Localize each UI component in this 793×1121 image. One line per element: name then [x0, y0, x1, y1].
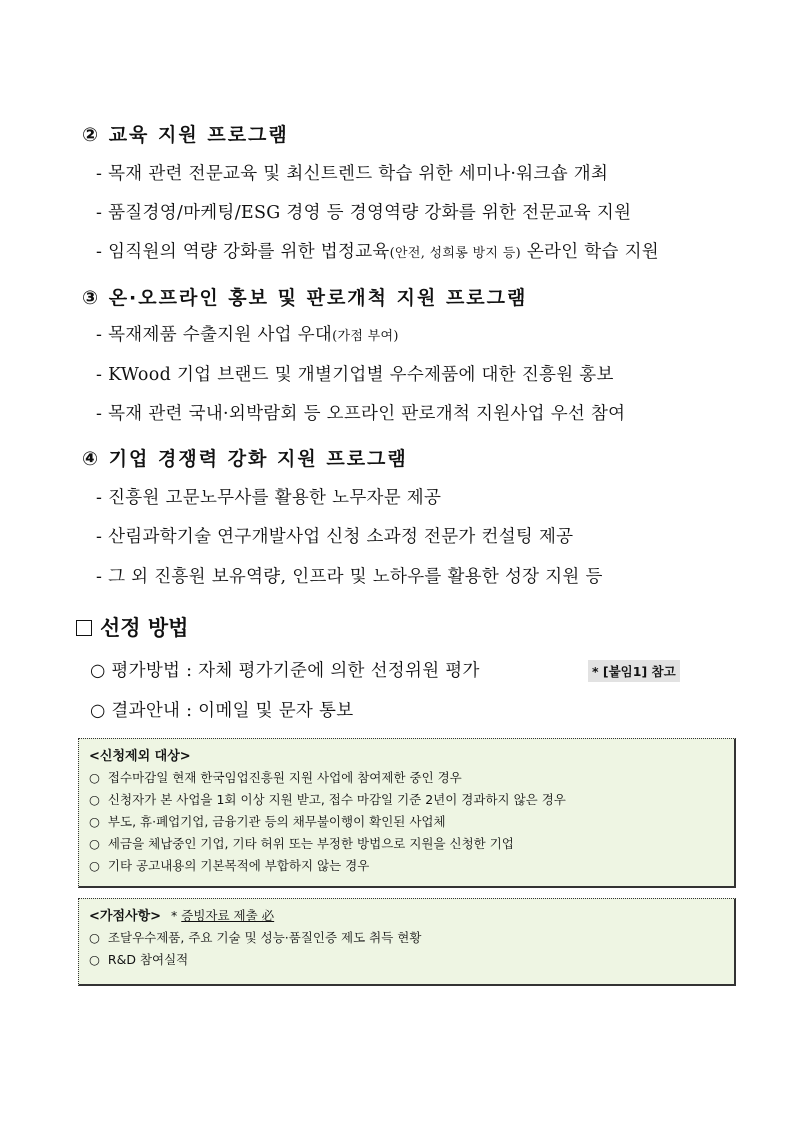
program-2-item-1: - 목재 관련 전문교육 및 최신트렌드 학습 위한 세미나·워크숍 개최	[96, 164, 609, 184]
program-3-item-1-note: (가점 부여)	[332, 329, 399, 344]
bonus-box	[78, 898, 736, 986]
attachment-reference-tag: * [붙임1] 참고	[588, 660, 680, 682]
bonus-line	[89, 949, 724, 971]
exclusion-line-text: 신청자가 본 사업을 1회 이상 지원 받고, 접수 마감일 기준 2년이 경과하지 않은 경우	[107, 792, 566, 807]
bonus-line-text: 조달우수제품, 주요 기술 및 성능·품질인증 제도 취득 현황	[107, 930, 422, 945]
circle-bullet-icon: ○	[89, 792, 100, 807]
program-2-title: ② 교육 지원 프로그램	[82, 124, 289, 146]
section-heading	[76, 612, 188, 642]
bonus-box-title: <가점사항>	[89, 909, 162, 924]
exclusion-line-text: 접수마감일 현재 한국임업진흥원 지원 사업에 참여제한 중인 경우	[107, 770, 462, 785]
bonus-note-text: 증빙자료 제출 必	[181, 908, 275, 923]
exclusion-line	[89, 811, 724, 833]
circle-bullet-icon: ○	[89, 836, 100, 851]
program-2-item-2: - 품질경영/마케팅/ESG 경영 등 경영역량 강화를 위한 전문교육 지원	[96, 203, 632, 223]
exclusion-line-text: 부도, 휴·폐업기업, 금융기관 등의 채무불이행이 확인된 사업체	[107, 814, 446, 829]
checkbox-square-icon	[76, 620, 92, 636]
exclusion-line	[89, 855, 724, 877]
bonus-box-note	[171, 908, 274, 923]
circle-bullet-icon: ○	[89, 770, 100, 785]
circle-bullet-icon: ○	[89, 930, 100, 945]
bonus-note-prefix: *	[171, 908, 182, 923]
program-4-item-2: - 산림과학기술 연구개발사업 신청 소과정 전문가 컨설팅 제공	[96, 527, 574, 547]
program-4-item-3: - 그 외 진흥원 보유역량, 인프라 및 노하우를 활용한 성장 지원 등	[96, 567, 603, 587]
exclusion-line	[89, 789, 724, 811]
bonus-line-text: R&D 참여실적	[107, 952, 189, 967]
program-3-item-1-text: - 목재제품 수출지원 사업 우대	[96, 325, 333, 345]
exclusion-line	[89, 767, 724, 789]
exclusion-line-text: 세금을 체납중인 기업, 기타 허위 또는 부정한 방법으로 지원을 신청한 기업	[107, 836, 514, 851]
exclusion-box-title: <신청제외 대상>	[89, 749, 191, 764]
circle-bullet-icon: ○	[89, 814, 100, 829]
bonus-line	[89, 927, 724, 949]
program-3-item-1	[96, 321, 399, 346]
program-3-item-2: - KWood 기업 브랜드 및 개별기업별 우수제품에 대한 진흥원 홍보	[96, 365, 614, 385]
program-2-item-3-text: - 임직원의 역량 강화를 위한 법정교육	[96, 242, 390, 262]
program-3-item-3: - 목재 관련 국내·외박람회 등 오프라인 판로개척 지원사업 우선 참여	[96, 404, 626, 424]
method-evaluation: ○ 평가방법 : 자체 평가기준에 의한 선정위원 평가	[90, 661, 480, 681]
program-3-title: ③ 온·오프라인 홍보 및 판로개척 지원 프로그램	[82, 287, 528, 309]
circle-bullet-icon: ○	[89, 858, 100, 873]
exclusion-box	[78, 738, 736, 888]
program-4-item-1: - 진흥원 고문노무사를 활용한 노무자문 제공	[96, 488, 442, 508]
program-4-title: ④ 기업 경쟁력 강화 지원 프로그램	[82, 448, 408, 470]
exclusion-line	[89, 833, 724, 855]
program-2-item-3-note: (안전, 성희롱 방지 등)	[389, 246, 521, 261]
method-result-notice: ○ 결과안내 : 이메일 및 문자 통보	[90, 701, 354, 721]
exclusion-line-text: 기타 공고내용의 기본목적에 부합하지 않는 경우	[107, 858, 370, 873]
bonus-box-title-row	[89, 905, 724, 924]
circle-bullet-icon: ○	[89, 952, 100, 967]
section-title: 선정 방법	[100, 616, 189, 640]
program-2-item-3	[96, 238, 659, 263]
program-2-item-3-tail: 온라인 학습 지원	[520, 242, 659, 262]
